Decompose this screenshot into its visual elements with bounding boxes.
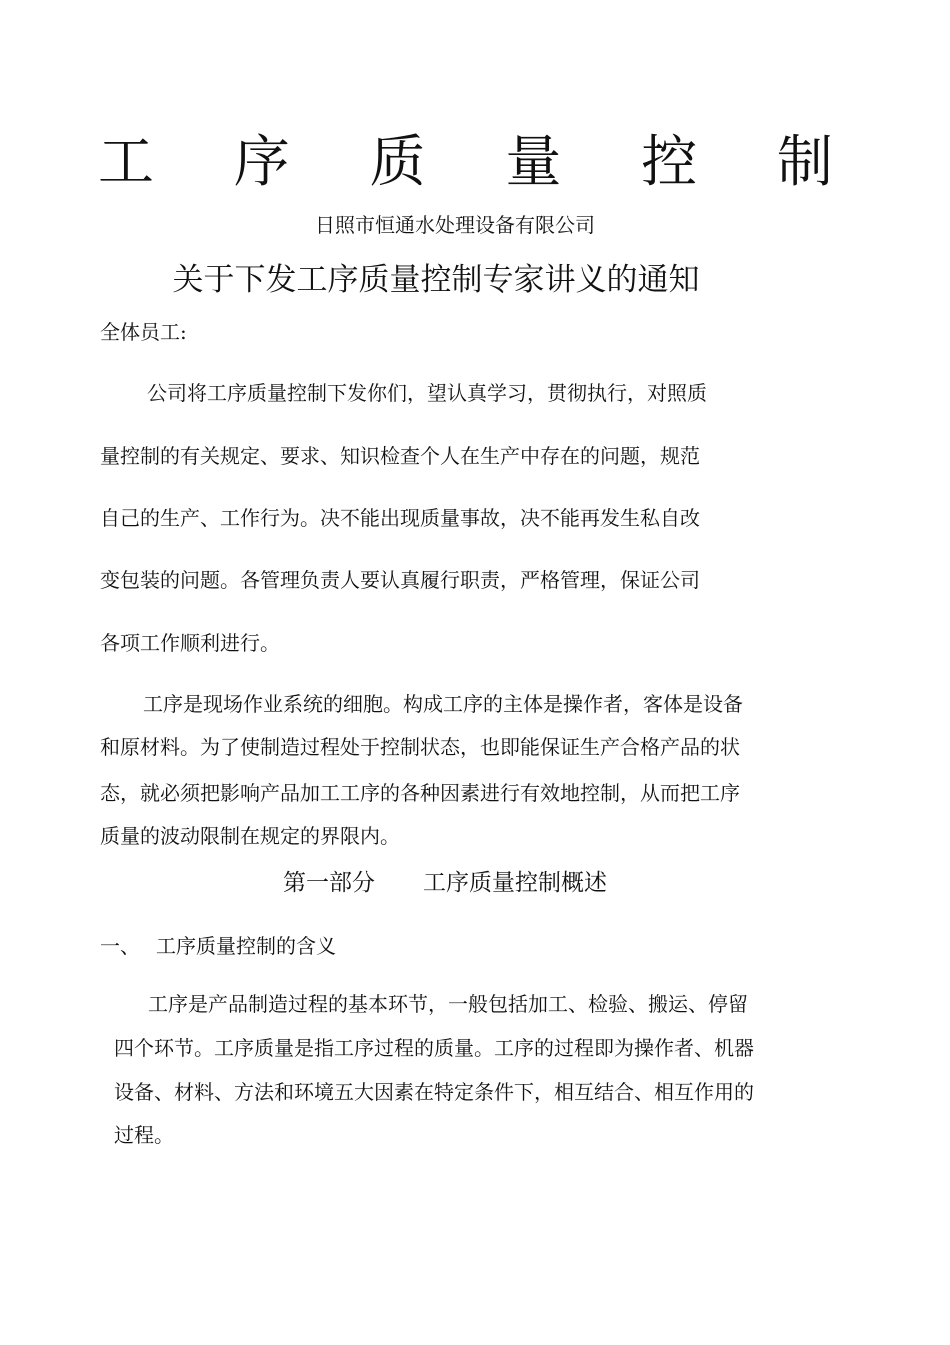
- subsection-title: 工序质量控制的含义: [156, 934, 336, 958]
- subsection-number: 一、: [100, 934, 140, 958]
- paragraph-line: 质量的波动限制在规定的界限内。: [100, 824, 400, 848]
- paragraph-line: 工序是产品制造过程的基本环节，一般包括加工、检验、搬运、停留: [148, 992, 748, 1016]
- paragraph-line: 自己的生产、工作行为。决不能出现质量事故，决不能再发生私自改: [100, 506, 700, 530]
- paragraph-line: 公司将工序质量控制下发你们，望认真学习，贯彻执行，对照质: [147, 381, 707, 405]
- document-main-title: [98, 128, 833, 198]
- title-char: 控: [641, 130, 698, 195]
- section-title: 工序质量控制概述: [423, 870, 607, 896]
- title-char: 序: [233, 130, 290, 195]
- paragraph-line: 和原材料。为了使制造过程处于控制状态，也即能保证生产合格产品的状: [100, 735, 740, 759]
- paragraph-line: 工序是现场作业系统的细胞。构成工序的主体是操作者，客体是设备: [143, 692, 743, 716]
- subsection-heading: [100, 931, 336, 961]
- notice-title: 关于下发工序质量控制专家讲义的通知: [172, 262, 700, 298]
- title-char: 工: [98, 130, 154, 195]
- salutation: 全体员工:: [100, 320, 187, 344]
- paragraph-line: 变包装的问题。各管理负责人要认真履行职责，严格管理，保证公司: [100, 568, 700, 592]
- paragraph-line: 态，就必须把影响产品加工工序的各种因素进行有效地控制，从而把工序: [100, 781, 740, 805]
- paragraph-line: 各项工作顺利进行。: [100, 631, 280, 655]
- paragraph-line: 设备、材料、方法和环境五大因素在特定条件下，相互结合、相互作用的: [114, 1080, 754, 1104]
- section-label: 第一部分: [283, 870, 375, 896]
- paragraph-line: 过程。: [114, 1123, 174, 1147]
- paragraph-line: 四个环节。工序质量是指工序过程的质量。工序的过程即为操作者、机器: [114, 1036, 754, 1060]
- section-heading: [283, 866, 607, 900]
- title-char: 量: [505, 130, 562, 195]
- company-name: 日照市恒通水处理设备有限公司: [315, 213, 595, 237]
- title-char: 质: [369, 130, 426, 195]
- title-char: 制: [776, 130, 833, 195]
- paragraph-line: 量控制的有关规定、要求、知识检查个人在生产中存在的问题，规范: [100, 444, 700, 468]
